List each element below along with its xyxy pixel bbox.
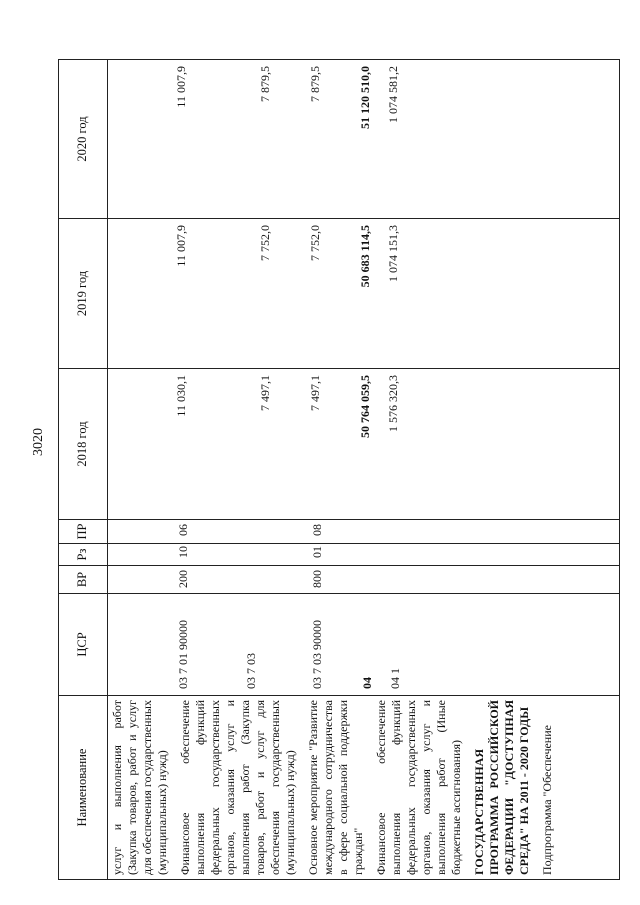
header-2018: 2018 год — [59, 369, 108, 520]
row-2019: 11 007,9 — [174, 225, 188, 267]
row-2018: 7 497,1 — [308, 375, 322, 411]
table-header-row — [59, 60, 108, 880]
header-pr: ПР — [59, 520, 108, 544]
page-number: 3020 — [31, 428, 46, 456]
row-pr: 06 — [176, 524, 190, 536]
name-cell — [108, 696, 620, 880]
row-2020: 7 879,5 — [258, 66, 272, 102]
table-body-row — [108, 60, 620, 880]
row-name: Финансовое обеспечение выполнения функций федеральных государственных органов, оказания услуг и выполнения работ (Иные бюджетные ассигнования) — [374, 700, 463, 875]
header-vr: ВР — [59, 566, 108, 594]
row-csr: 04 1 — [388, 668, 402, 689]
row-2019: 7 752,0 — [258, 225, 272, 261]
csr-cell — [108, 594, 620, 696]
row-2020: 7 879,5 — [308, 66, 322, 102]
y2018-cell — [108, 369, 620, 520]
row-csr: 03 7 01 90000 — [176, 620, 190, 689]
row-2018: 50 764 059,5 — [358, 375, 372, 438]
row-rz: 10 — [176, 546, 190, 558]
row-2019: 1 074 151,3 — [386, 225, 400, 282]
row-2019: 50 683 114,5 — [358, 225, 372, 288]
vr-cell — [108, 566, 620, 594]
row-pr: 08 — [310, 524, 324, 536]
header-2020: 2020 год — [59, 60, 108, 219]
row-name: Подпрограмма "Обеспечение — [540, 725, 554, 875]
rotated-table-wrapper — [58, 60, 620, 880]
rz-cell — [108, 544, 620, 566]
row-name: Основное мероприятие "Развитие международного сотрудничества в сфере социальной поддержки граждан" — [306, 700, 365, 875]
budget-table — [58, 59, 620, 880]
row-name: ГОСУДАРСТВЕННАЯ ПРОГРАММА РОССИЙСКОЙ ФЕДЕРАЦИИ "ДОСТУПНАЯ СРЕДА" НА 2011 - 2020 ГОДЫ — [472, 700, 531, 875]
row-2020: 51 120 510,0 — [358, 66, 372, 129]
row-2020: 11 007,9 — [174, 66, 188, 108]
row-csr: 03 7 03 90000 — [310, 620, 324, 689]
row-csr: 04 — [360, 677, 374, 689]
row-vr: 200 — [176, 570, 190, 588]
row-csr: 03 7 03 — [244, 653, 258, 689]
row-rz: 01 — [310, 546, 324, 558]
pr-cell — [108, 520, 620, 544]
row-2018: 1 576 320,3 — [386, 375, 400, 432]
row-name: услуг и выполнения работ (Закупка товаров, работ и услуг для обеспечения государственных (муниципальных) нужд) — [110, 700, 169, 875]
header-name: Наименование — [59, 696, 108, 880]
row-2018: 7 497,1 — [258, 375, 272, 411]
row-2018: 11 030,1 — [174, 375, 188, 417]
header-rz: Рз — [59, 544, 108, 566]
row-2019: 7 752,0 — [308, 225, 322, 261]
y2020-cell — [108, 60, 620, 219]
row-2020: 1 074 581,2 — [386, 66, 400, 123]
row-name: Финансовое обеспечение выполнения функций федеральных государственных органов, оказания услуг и выполнения работ (Закупка товаров, работ и услуг для обеспечения государственных (муниципальных) нужд) — [178, 700, 297, 875]
row-vr: 800 — [310, 570, 324, 588]
y2019-cell — [108, 219, 620, 369]
header-2019: 2019 год — [59, 219, 108, 369]
header-csr: ЦСР — [59, 594, 108, 696]
